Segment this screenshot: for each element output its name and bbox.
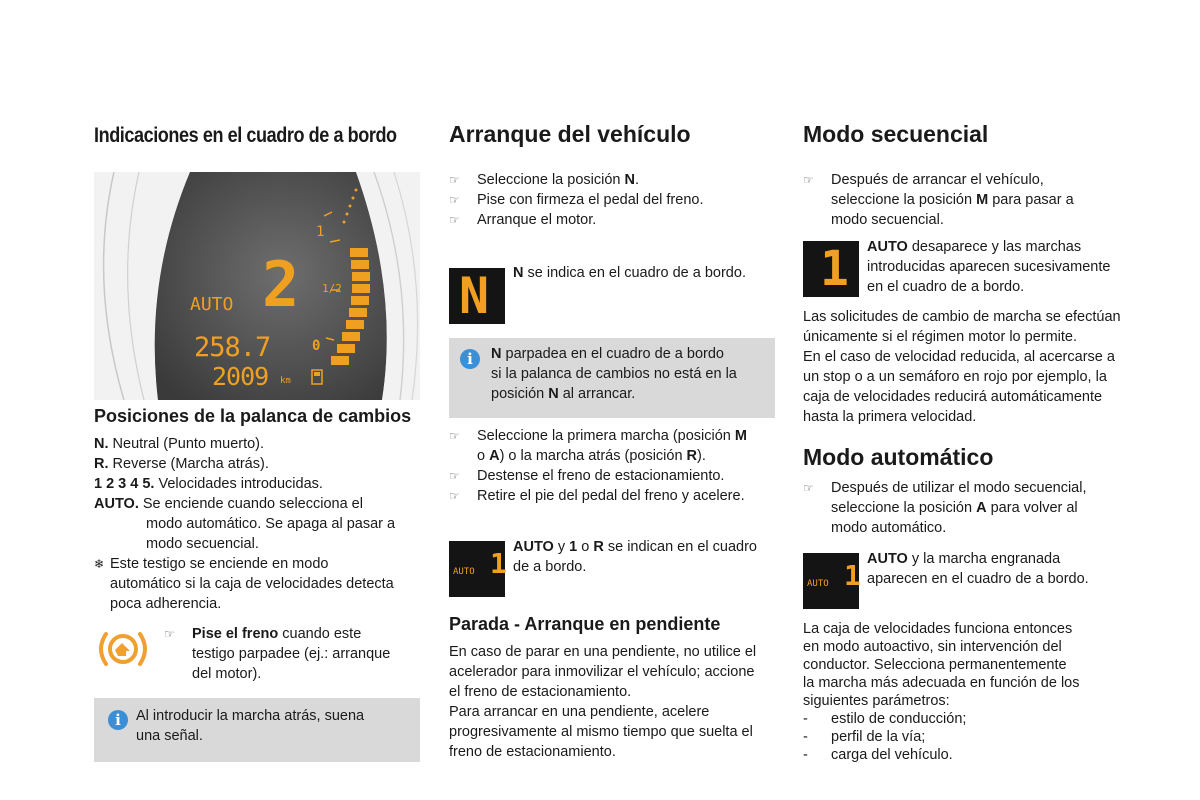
position-gears: 1 2 3 4 5. Velocidades introducidas. (94, 476, 323, 492)
pointing-hand-icon: ☞ (449, 193, 460, 207)
display-auto-1: AUTO 1 (449, 541, 505, 597)
cluster-gear: 2 (262, 248, 300, 321)
cluster-mode: AUTO (190, 294, 234, 315)
info-icon: i (460, 349, 480, 369)
cluster-trip: 258.7 (194, 332, 271, 363)
cluster-odometer-unit: km (280, 376, 291, 386)
pointing-hand-icon: ☞ (449, 429, 460, 443)
section-heading-sequential: Modo secuencial (803, 121, 989, 147)
sequential-indicated-text: AUTO desaparece y las marchas introducidas aparecen sucesivamente en el cuadro de a bordo. (867, 239, 1111, 295)
section-heading-start: Arranque del vehículo (449, 121, 691, 147)
section-heading-automatic: Modo automático (803, 444, 994, 470)
step-start-engine: ☞ Arranque el motor. (449, 212, 597, 228)
brake-warning-icon (98, 630, 148, 668)
pointing-hand-icon: ☞ (449, 173, 460, 187)
hill-start-text: En caso de parar en una pendiente, no utilice el acelerador para inmovilizar el vehículo; accione el freno de estacionamiento. Para arrancar en una pendiente, acelere progresivamente al mismo tiempo que suelta el freno de estacionamiento. (449, 644, 757, 760)
info-box-reverse (94, 698, 420, 762)
info-box-n-flash (449, 338, 775, 418)
n-indicated-text: N se indica en el cuadro de a bordo. (513, 265, 746, 281)
step-press-brake: ☞ Pise con firmeza el pedal del freno. (449, 192, 704, 208)
pointing-hand-icon: ☞ (449, 489, 460, 503)
info-icon: i (108, 710, 128, 730)
parameter-item: - perfil de la vía; (803, 729, 926, 745)
start-steps (449, 170, 779, 230)
position-auto: AUTO. Se enciende cuando selecciona el (94, 496, 363, 512)
subheading-gear-positions: Posiciones de la palanca de cambios (94, 406, 412, 426)
cluster-scale-half: 1/2 (322, 282, 342, 295)
info-n-text: N parpadea en el cuadro de a bordo si la palanca de cambios no está en la posición N al arrancar. (491, 346, 737, 402)
pointing-hand-icon: ☞ (164, 627, 175, 641)
display-gear-1: 1 (803, 241, 859, 297)
display-auto-gear: AUTO 1 (803, 553, 859, 609)
step-release-parking: ☞ Destense el freno de estacionamiento. (449, 468, 725, 484)
pointing-hand-icon: ☞ (449, 213, 460, 227)
drive-steps (449, 426, 779, 506)
position-reverse: R. Reverse (Marcha atrás). (94, 456, 269, 472)
brake-instruction: ☞ Pise el freno cuando este testigo parpadee (ej.: arranque del motor). (164, 626, 391, 682)
snow-mode-note-line2: automático si la caja de velocidades detecta (110, 576, 394, 592)
step-accelerate: ☞ Retire el pie del pedal del freno y acelere. (449, 488, 745, 504)
cluster-scale-0: 0 (312, 338, 321, 354)
subheading-hill-start: Parada - Arranque en pendiente (449, 614, 721, 634)
automatic-description: La caja de velocidades funciona entonces en modo autoactivo, sin intervención del conductor. Selecciona permanentemente la marcha más adecuada en función de los siguientes parámetros: - estilo de conducción; - perfil de la vía; - carga del vehículo. (803, 620, 1143, 764)
step-select-n: ☞ Seleccione la posición N. (449, 172, 640, 188)
parameter-item: - estilo de conducción; (803, 711, 967, 727)
gear-positions-list (94, 434, 424, 614)
sequential-description: Las solicitudes de cambio de marcha se efectúan únicamente si el régimen motor lo permite. En el caso de velocidad reducida, al acercarse a un stop o a un semáforo en rojo por ejemplo, la caja de velocidades reducirá automáticamente hasta la primera velocidad. (803, 309, 1121, 425)
snow-mode-note: ❄ Este testigo se enciende en modo (94, 556, 329, 572)
parameter-item: - carga del vehículo. (803, 747, 953, 763)
position-auto-line2: modo automático. Se apaga al pasar a (146, 516, 396, 532)
display-n: N (449, 268, 505, 324)
snow-mode-note-line3: poca adherencia. (110, 596, 222, 612)
position-auto-line3: modo secuencial. (146, 536, 259, 552)
pointing-hand-icon: ☞ (803, 173, 814, 187)
automatic-step: ☞ Después de utilizar el modo secuencial, seleccione la posición A para volver al modo automático. (803, 480, 1087, 536)
pointing-hand-icon: ☞ (449, 469, 460, 483)
sequential-step: ☞ Después de arrancar el vehículo, seleccione la posición M para pasar a modo secuencial. (803, 172, 1074, 228)
instrument-cluster-image (94, 172, 420, 400)
auto-indicated-text: AUTO y 1 o R se indican en el cuadro de a bordo. (513, 539, 757, 575)
position-neutral: N. Neutral (Punto muerto). (94, 436, 265, 452)
step-select-gear-line2: o A) o la marcha atrás (posición R). (477, 448, 706, 464)
automatic-indicated-text: AUTO y la marcha engranada aparecen en el cuadro de a bordo. (867, 551, 1089, 587)
info-reverse-text: Al introducir la marcha atrás, suena una señal. (136, 708, 365, 744)
pointing-hand-icon: ☞ (803, 481, 814, 495)
cluster-odometer: 2009 (212, 362, 269, 391)
section-heading-dashboard: Indicaciones en el cuadro de a bordo (94, 124, 397, 147)
step-select-gear: ☞ Seleccione la primera marcha (posición M (449, 428, 747, 444)
snowflake-icon: ❄ (94, 557, 105, 571)
cluster-scale-1: 1 (316, 224, 325, 240)
